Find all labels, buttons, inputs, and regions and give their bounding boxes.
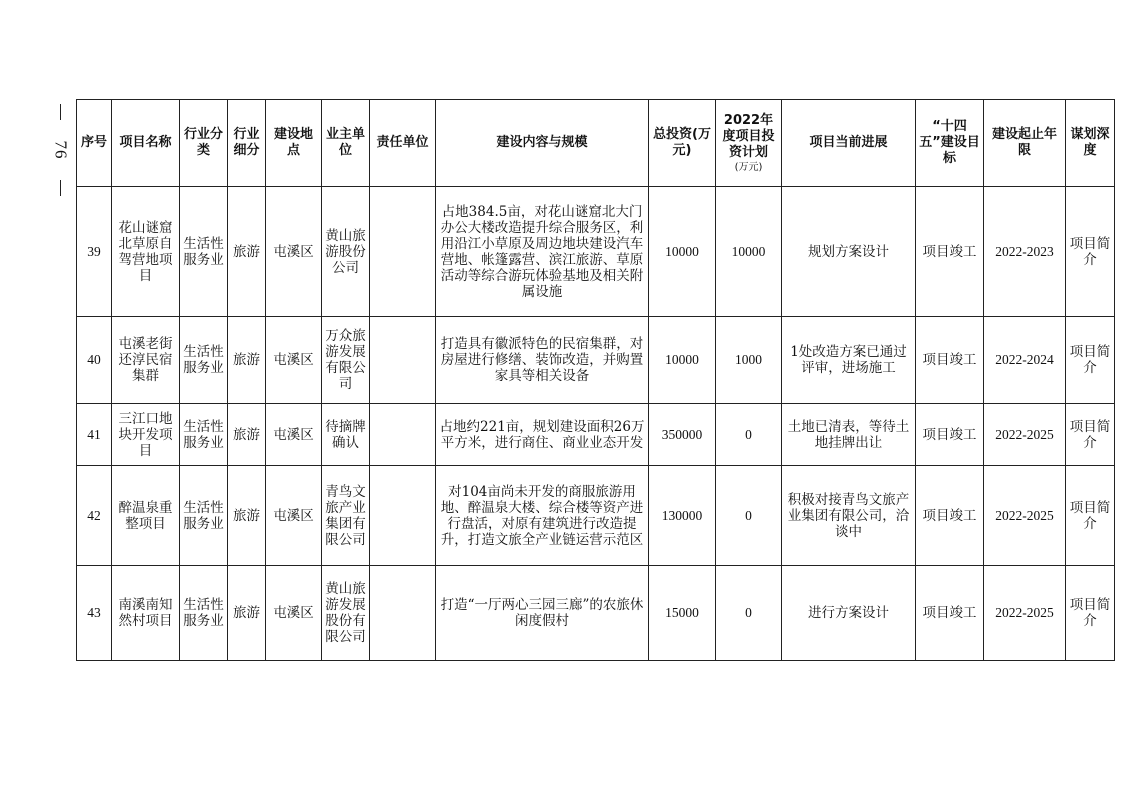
cell-goal: 项目竣工	[916, 404, 984, 466]
cell-sub: 旅游	[228, 317, 266, 404]
cell-total: 350000	[649, 404, 716, 466]
cell-sub: 旅游	[228, 466, 266, 566]
cell-location: 屯溪区	[266, 187, 322, 317]
table-row	[77, 466, 1115, 566]
cell-location: 屯溪区	[266, 566, 322, 661]
cell-seq: 41	[77, 404, 112, 466]
cell-responsible	[370, 404, 436, 466]
header-seq: 序号	[77, 100, 112, 187]
cell-sub: 旅游	[228, 566, 266, 661]
cell-depth: 项目简介	[1066, 466, 1115, 566]
cell-location: 屯溪区	[266, 404, 322, 466]
cell-seq: 42	[77, 466, 112, 566]
cell-content: 打造具有徽派特色的民宿集群，对房屋进行修缮、装饰改造，并购置家具等相关设备	[436, 317, 649, 404]
cell-industry: 生活性服务业	[180, 466, 228, 566]
cell-name: 花山谜窟北草原自驾营地项目	[112, 187, 180, 317]
table-header-row	[77, 100, 1115, 187]
cell-sub: 旅游	[228, 187, 266, 317]
header-depth: 谋划深度	[1066, 100, 1115, 187]
header-plan: 2022年度项目投资计划 (万元)	[716, 100, 782, 187]
page-number	[48, 104, 72, 196]
cell-goal: 项目竣工	[916, 466, 984, 566]
header-responsible: 责任单位	[370, 100, 436, 187]
cell-owner: 黄山旅游发展股份有限公司	[322, 566, 370, 661]
cell-period: 2022-2025	[984, 566, 1066, 661]
cell-period: 2022-2025	[984, 466, 1066, 566]
cell-responsible	[370, 466, 436, 566]
cell-seq: 40	[77, 317, 112, 404]
cell-depth: 项目简介	[1066, 317, 1115, 404]
cell-goal: 项目竣工	[916, 317, 984, 404]
cell-name: 南溪南知然村项目	[112, 566, 180, 661]
cell-depth: 项目简介	[1066, 404, 1115, 466]
cell-progress: 1处改造方案已通过评审，进场施工	[782, 317, 916, 404]
cell-industry: 生活性服务业	[180, 187, 228, 317]
page-number-dash-bottom	[60, 180, 61, 196]
cell-responsible	[370, 317, 436, 404]
page-number-text: 76	[51, 140, 70, 160]
cell-plan: 0	[716, 566, 782, 661]
header-content: 建设内容与规模	[436, 100, 649, 187]
cell-industry: 生活性服务业	[180, 404, 228, 466]
cell-goal: 项目竣工	[916, 566, 984, 661]
cell-industry: 生活性服务业	[180, 317, 228, 404]
header-name: 项目名称	[112, 100, 180, 187]
cell-content: 打造“一厅两心三园三廊”的农旅休闲度假村	[436, 566, 649, 661]
cell-owner: 青鸟文旅产业集团有限公司	[322, 466, 370, 566]
cell-plan: 10000	[716, 187, 782, 317]
table-row	[77, 317, 1115, 404]
cell-industry: 生活性服务业	[180, 566, 228, 661]
cell-plan: 1000	[716, 317, 782, 404]
cell-progress: 规划方案设计	[782, 187, 916, 317]
header-location: 建设地点	[266, 100, 322, 187]
header-goal: “十四五”建设目标	[916, 100, 984, 187]
header-total: 总投资(万元)	[649, 100, 716, 187]
cell-total: 15000	[649, 566, 716, 661]
cell-depth: 项目简介	[1066, 187, 1115, 317]
cell-progress: 积极对接青鸟文旅产业集团有限公司，洽谈中	[782, 466, 916, 566]
cell-seq: 39	[77, 187, 112, 317]
cell-name: 屯溪老街还淳民宿集群	[112, 317, 180, 404]
cell-total: 10000	[649, 187, 716, 317]
cell-location: 屯溪区	[266, 466, 322, 566]
cell-seq: 43	[77, 566, 112, 661]
header-industry: 行业分类	[180, 100, 228, 187]
page-number-dash-top	[60, 104, 61, 120]
cell-owner: 黄山旅游股份公司	[322, 187, 370, 317]
header-sub: 行业细分	[228, 100, 266, 187]
cell-period: 2022-2023	[984, 187, 1066, 317]
cell-total: 10000	[649, 317, 716, 404]
cell-total: 130000	[649, 466, 716, 566]
cell-content: 占地384.5亩，对花山谜窟北大门办公大楼改造提升综合服务区，利用沿江小草原及周边地块建设汽车营地、帐篷露营、滨江旅游、草原活动等综合游玩体验基地及相关附属设施	[436, 187, 649, 317]
cell-period: 2022-2024	[984, 317, 1066, 404]
project-table	[76, 99, 1115, 661]
header-progress: 项目当前进展	[782, 100, 916, 187]
header-owner: 业主单位	[322, 100, 370, 187]
table-row	[77, 404, 1115, 466]
cell-content: 占地约221亩，规划建设面积26万平方米，进行商住、商业业态开发	[436, 404, 649, 466]
cell-name: 醉温泉重整项目	[112, 466, 180, 566]
cell-location: 屯溪区	[266, 317, 322, 404]
cell-period: 2022-2025	[984, 404, 1066, 466]
cell-depth: 项目简介	[1066, 566, 1115, 661]
cell-name: 三江口地块开发项目	[112, 404, 180, 466]
table-row	[77, 566, 1115, 661]
cell-responsible	[370, 187, 436, 317]
cell-plan: 0	[716, 466, 782, 566]
cell-sub: 旅游	[228, 404, 266, 466]
cell-owner: 待摘牌确认	[322, 404, 370, 466]
cell-owner: 万众旅游发展有限公司	[322, 317, 370, 404]
cell-plan: 0	[716, 404, 782, 466]
table-row	[77, 187, 1115, 317]
cell-goal: 项目竣工	[916, 187, 984, 317]
cell-responsible	[370, 566, 436, 661]
cell-content: 对104亩尚未开发的商服旅游用地、醉温泉大楼、综合楼等资产进行盘活，对原有建筑进行改造提升，打造文旅全产业链运营示范区	[436, 466, 649, 566]
cell-progress: 土地已清表，等待土地挂牌出让	[782, 404, 916, 466]
cell-progress: 进行方案设计	[782, 566, 916, 661]
header-period: 建设起止年限	[984, 100, 1066, 187]
